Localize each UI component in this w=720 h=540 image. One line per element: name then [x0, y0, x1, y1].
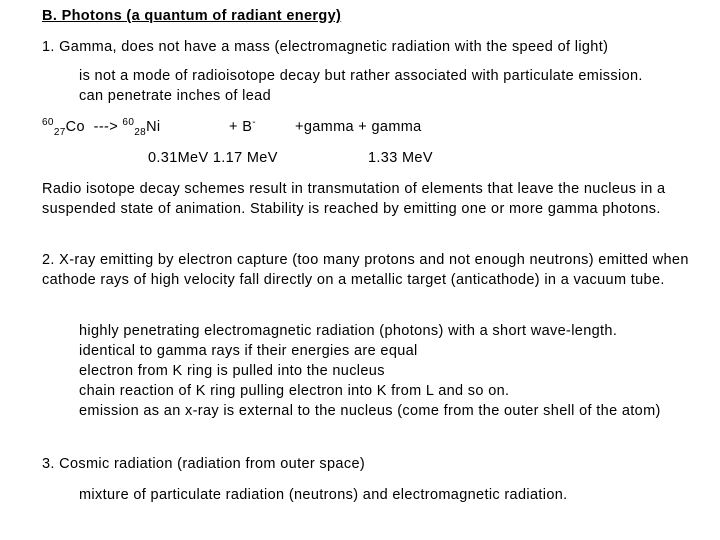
section-title: B. Photons (a quantum of radiant energy) [42, 8, 342, 24]
beta-particle: + B- [229, 117, 256, 135]
nickel-mass-number: 60 [122, 117, 135, 128]
gamma-emissions: +gamma + gamma [295, 119, 422, 135]
nickel-atomic-number: 28 [134, 127, 147, 138]
cosmic-note: mixture of particulate radiation (neutrons) and electromagnetic radiation. [79, 487, 568, 503]
nickel-symbol: Ni [146, 119, 161, 135]
xray-note: highly penetrating electromagnetic radiation (photons) with a short wave-length. [79, 323, 618, 339]
cosmic-notes [79, 485, 715, 505]
xray-heading: 2. X-ray emitting by electron capture (too many protons and not enough neutrons) emitted when cathode rays of high velocity fall directly on a metallic target (anticathode) in a vacuum tube. [42, 252, 689, 288]
beta-sign: - [252, 117, 256, 128]
gamma-note: can penetrate inches of lead [79, 88, 271, 104]
xray-note: electron from K ring is pulled into the nucleus [79, 363, 385, 379]
gamma-note: is not a mode of radioisotope decay but rather associated with particulate emission. [79, 68, 643, 84]
cosmic-heading: 3. Cosmic radiation (radiation from outer space) [42, 456, 366, 472]
gamma-heading: 1. Gamma, does not have a mass (electromagnetic radiation with the speed of light) [42, 39, 609, 55]
cobalt-symbol: Co [65, 119, 85, 135]
gamma-energies: 0.31MeV 1.17 MeV [148, 150, 278, 166]
xray-notes [79, 321, 715, 421]
xray-note: identical to gamma rays if their energies are equal [79, 343, 418, 359]
gamma-paragraph: Radio isotope decay schemes result in transmutation of elements that leave the nucleus in a suspended state of animation. Stability is reached by emitting one or more gamma photons. [42, 181, 666, 217]
reaction-arrow: ---> [93, 119, 119, 135]
cobalt-mass-number: 60 [42, 117, 54, 128]
gamma-notes [79, 66, 715, 106]
cobalt-atomic-number: 27 [53, 127, 66, 138]
xray-note: chain reaction of K ring pulling electron into K from L and so on. [79, 383, 510, 399]
decay-equation-reactants [42, 117, 160, 137]
gamma-energy-2: 1.33 MeV [368, 150, 433, 166]
xray-note: emission as an x-ray is external to the nucleus (come from the outer shell of the atom) [79, 403, 661, 419]
